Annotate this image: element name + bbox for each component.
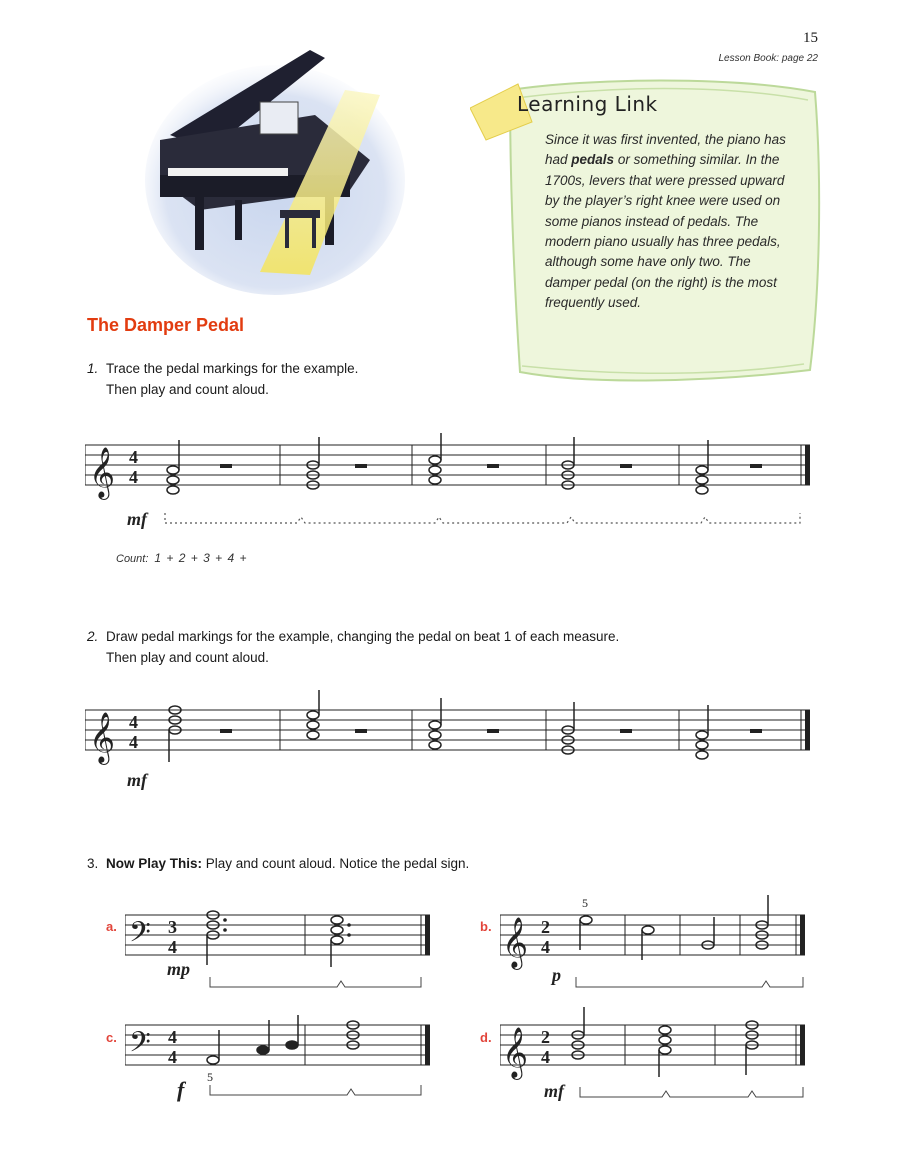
svg-text:𝄞: 𝄞	[89, 712, 116, 763]
item-d-label: d.	[480, 1030, 492, 1045]
grand-piano-illustration	[140, 40, 410, 300]
time-signature-top: 2	[541, 917, 550, 937]
page-number: 15	[803, 30, 818, 46]
fingering-number: 5	[207, 1070, 213, 1084]
exercise-3d-staff	[500, 1005, 810, 1110]
time-signature-top: 4	[168, 1027, 177, 1047]
item-a-label: a.	[106, 919, 117, 934]
dynamic-marking: mf	[544, 1081, 564, 1101]
exercise-1-staff	[85, 425, 820, 535]
svg-text:𝄞: 𝄞	[502, 1027, 529, 1078]
dynamic-marking: p	[552, 965, 561, 985]
now-play-this-label: Now Play This:	[106, 856, 203, 871]
fingering-number: 5	[582, 896, 588, 910]
time-signature-bottom: 4	[541, 937, 550, 957]
exercise-3c-staff	[125, 1005, 435, 1110]
svg-text:𝄢: 𝄢	[129, 916, 151, 956]
time-signature-bottom: 4	[129, 467, 138, 487]
section-title: The Damper Pedal	[87, 315, 245, 335]
dynamic-marking: mf	[127, 509, 147, 529]
time-signature-top: 2	[541, 1027, 550, 1047]
svg-text:𝄢: 𝄢	[129, 1026, 151, 1066]
time-signature-bottom: 4	[168, 937, 177, 957]
time-signature-bottom: 4	[129, 732, 138, 752]
learning-link-text: Since it was first invented, the piano has had pedals or something similar. In the 1700s, levers that were pressed upward by the player’s right knee were used on some pianos instead of pedals. The modern piano usually has three pedals, although some have only two. The damper pedal (on the right) is the most frequently used.	[545, 132, 786, 311]
exercise-1-instructions: 1. Trace the pedal markings for the example. Then play and count aloud.	[87, 361, 359, 397]
item-b-label: b.	[480, 919, 492, 934]
exercise-2-staff	[85, 690, 820, 800]
exercise-3-instructions: 3. Now Play This: Play and count aloud. Notice the pedal sign.	[87, 856, 470, 871]
time-signature-top: 4	[129, 447, 138, 467]
learning-link-title: Learning Link	[517, 92, 658, 116]
dynamic-marking: mf	[127, 770, 147, 790]
item-c-label: c.	[106, 1030, 117, 1045]
time-signature-bottom: 4	[168, 1047, 177, 1067]
count-row: Count: 1 + 2 + 3 + 4 +	[116, 551, 248, 565]
exercise-3a-staff	[125, 895, 435, 995]
lesson-book-reference: Lesson Book: page 22	[718, 53, 818, 64]
exercise-3b-staff	[500, 895, 810, 995]
time-signature-top: 4	[129, 712, 138, 732]
svg-text:𝄞: 𝄞	[502, 917, 529, 968]
exercise-2-instructions: 2. Draw pedal markings for the example, changing the pedal on beat 1 of each measure. Then play and count aloud.	[87, 629, 620, 665]
dynamic-marking: f	[177, 1077, 185, 1102]
time-signature-top: 3	[168, 917, 177, 937]
svg-text:𝄞: 𝄞	[89, 447, 116, 498]
dynamic-marking: mp	[167, 959, 191, 979]
pedals-emphasis: pedals	[571, 152, 615, 168]
time-signature-bottom: 4	[541, 1047, 550, 1067]
